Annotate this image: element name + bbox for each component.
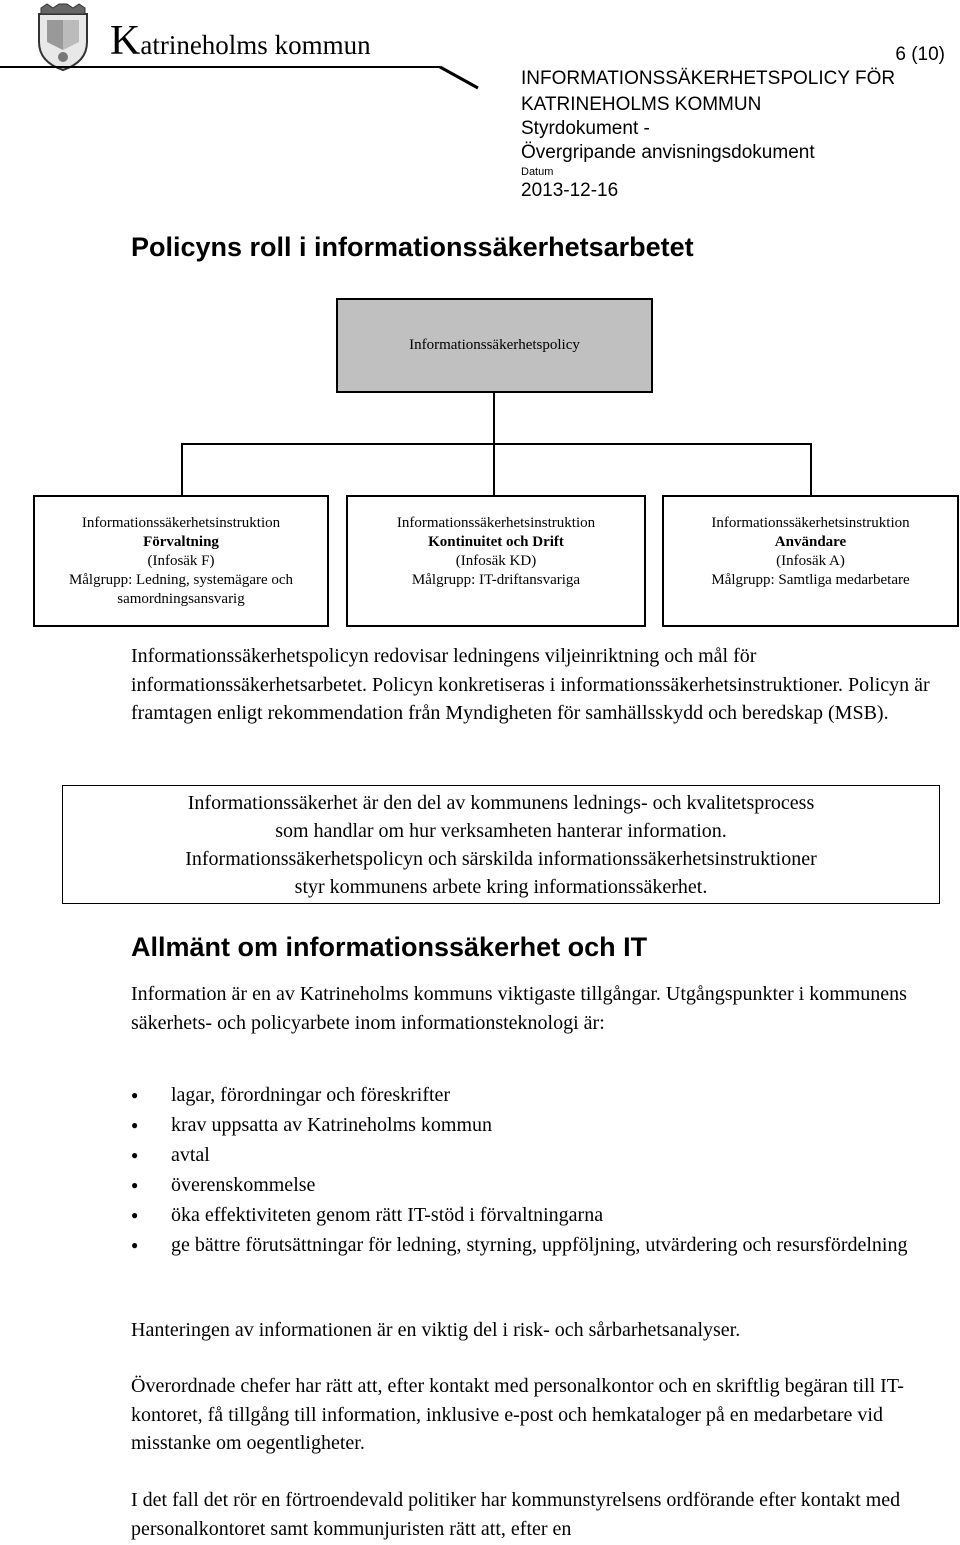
connector-root-down xyxy=(493,393,495,443)
node-type: Informationssäkerhetsinstruktion xyxy=(711,514,910,531)
node-type: Informationssäkerhetsinstruktion xyxy=(81,514,281,531)
node-name: Kontinuitet och Drift xyxy=(428,533,564,550)
doc-title-line1: INFORMATIONSSÄKERHETSPOLICY FÖR xyxy=(521,68,896,89)
municipality-logo-text xyxy=(110,20,371,62)
connector-right-down xyxy=(810,443,812,495)
definition-callout-box xyxy=(62,785,940,904)
org-node-policy-label: Informationssäkerhetspolicy xyxy=(409,337,580,353)
list-item: ● ge bättre förutsättningar för ledning, styrning, uppföljning, utvärdering och resursfördelning xyxy=(131,1230,931,1260)
logo-rest: atrineholms kommun xyxy=(140,30,371,60)
node-code: (Infosäk A) xyxy=(776,552,845,569)
paragraph-intro: Informationssäkerhetspolicyn redovisar ledningens viljeinriktning och mål för informationssäkerhetsarbetet. Policyn konkretiseras i informationssäkerhetsinstruktioner. Policyn är framtagen enligt rekommendation från Myndigheten för samhällsskydd och beredskap (MSB). xyxy=(131,645,930,724)
document-date: 2013-12-16 xyxy=(521,180,619,201)
doc-type-line1: Styrdokument - xyxy=(521,118,650,139)
doc-title-line2: KATRINEHOLMS KOMMUN xyxy=(521,94,762,115)
list-item: ● krav uppsatta av Katrineholms kommun xyxy=(131,1110,931,1140)
section-heading-policy-role: Policyns roll i informationssäkerhetsarbetet xyxy=(131,232,694,262)
connector-left-down xyxy=(181,443,183,495)
callout-line: Informationssäkerhetspolicyn och särskilda informationssäkerhetsinstruktioner xyxy=(185,848,817,870)
org-node-forvaltning xyxy=(33,495,329,627)
connector-horizontal xyxy=(181,443,811,445)
node-name: Användare xyxy=(774,533,847,550)
paragraph-handling: Hanteringen av informationen är en viktig del i risk- och sårbarhetsanalyser. xyxy=(131,1319,741,1341)
section-heading-general: Allmänt om informationssäkerhet och IT xyxy=(131,932,648,962)
node-code: (Infosäk KD) xyxy=(455,552,537,569)
list-item: ● överenskommelse xyxy=(131,1170,931,1200)
callout-line: Informationssäkerhet är den del av kommunens lednings- och kvalitetsprocess xyxy=(187,792,815,814)
list-item: ● öka effektiviteten genom rätt IT-stöd i förvaltningarna xyxy=(131,1200,931,1230)
callout-line: som handlar om hur verksamheten hanterar information. xyxy=(275,820,727,842)
node-audience: Målgrupp: Samtliga medarbetare xyxy=(711,571,910,588)
paragraph-superiors-access: Överordnade chefer har rätt att, efter kontakt med personalkontor och en skriftlig begäran till IT-kontoret, få tillgång till information, inklusive e-post och hemkataloger på en medarbetare vid misstanke om oegentligheter. xyxy=(131,1375,904,1454)
node-audience-cont: samordningsansvarig xyxy=(117,590,245,607)
logo-first-letter: K xyxy=(110,18,141,64)
org-node-anvandare xyxy=(662,495,959,627)
paragraph-politician-access: I det fall det rör en förtroendevald politiker har kommunstyrelsens ordförande efter kontakt med personalkontoret samt kommunjuristen rätt att, efter en xyxy=(131,1489,901,1540)
page-number: 6 (10) xyxy=(895,44,945,65)
list-item: ● lagar, förordningar och föreskrifter xyxy=(131,1080,931,1110)
doc-type-line2: Övergripande anvisningsdokument xyxy=(521,142,815,163)
org-node-policy xyxy=(336,298,653,393)
list-item: ● avtal xyxy=(131,1140,931,1170)
node-audience: Målgrupp: Ledning, systemägare och xyxy=(68,571,294,588)
connector-middle-down xyxy=(493,443,495,495)
node-name: Förvaltning xyxy=(143,533,219,550)
node-audience: Målgrupp: IT-driftansvariga xyxy=(411,571,581,588)
starting-points-list xyxy=(131,1080,931,1260)
logo-underline xyxy=(0,60,480,90)
date-label: Datum xyxy=(521,166,554,178)
node-type: Informationssäkerhetsinstruktion xyxy=(396,514,596,531)
node-code: (Infosäk F) xyxy=(147,552,215,569)
paragraph-information-assets: Information är en av Katrineholms kommuns viktigaste tillgångar. Utgångspunkter i kommunens säkerhets- och policyarbete inom informationsteknologi är: xyxy=(131,983,907,1034)
org-node-kontinuitet-drift xyxy=(346,495,646,627)
callout-line: styr kommunens arbete kring informationssäkerhet. xyxy=(294,876,708,898)
